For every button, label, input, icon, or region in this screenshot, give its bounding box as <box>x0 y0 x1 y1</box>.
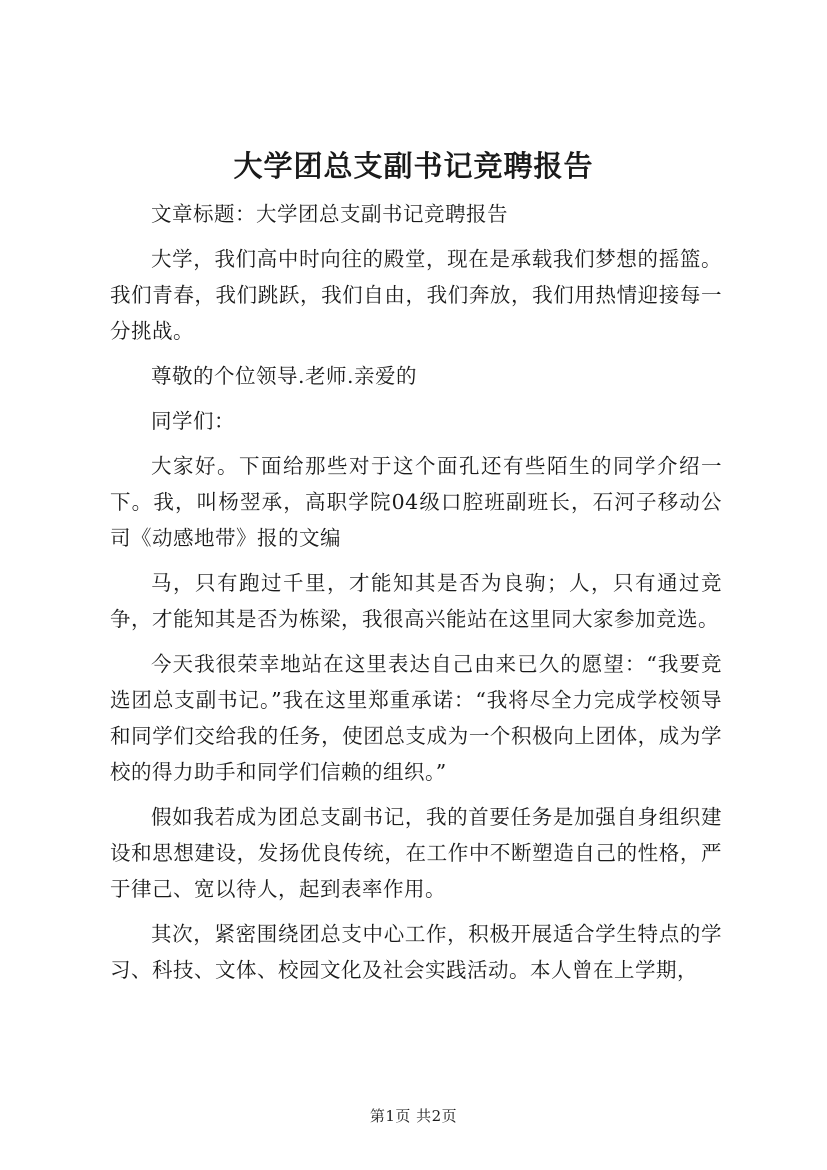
paragraph-salutation-cont: 同学们： <box>151 409 235 433</box>
paragraph-self-intro: 大家好。下面给那些对于这个面孔还有些陌生的同学介绍一下。我，叫杨翌承，高职学院04级口腔班副班长，石河子移动公司《动感地带》报的文编 <box>110 454 722 550</box>
paragraph-intro: 大学，我们高中时向往的殿堂，现在是承载我们梦想的摇篮。我们青春，我们跳跃，我们自由，我们奔放，我们用热情迎接每一分挑战。 <box>110 247 722 343</box>
paragraph-article-title: 文章标题：大学团总支副书记竞聘报告 <box>151 202 508 226</box>
paragraph-first-task: 假如我若成为团总支副书记，我的首要任务是加强自身组织建设和思想建设，发扬优良传统，在工作中不断塑造自己的性格，严于律己、宽以待人，起到表率作用。 <box>110 805 722 901</box>
paragraph-competition: 马，只有跑过千里，才能知其是否为良驹；人，只有通过竞争，才能知其是否为栋梁，我很高兴能站在这里同大家参加竞选。 <box>110 571 722 631</box>
paragraph-second-task: 其次，紧密围绕团总支中心工作，积极开展适合学生特点的学习、科技、文体、校园文化及社会实践活动。本人曾在上学期， <box>110 922 722 982</box>
document-body <box>110 196 722 997</box>
paragraph-salutation: 尊敬的个位领导.老师.亲爱的 <box>151 364 418 388</box>
document-title: 大学团总支副书记竞聘报告 <box>233 149 594 183</box>
paragraph-aspiration: 今天我很荣幸地站在这里表达自己由来已久的愿望：“我要竞选团总支副书记。”我在这里郑重承诺：“我将尽全力完成学校领导和同学们交给我的任务，使团总支成为一个积极向上团体，成为学校的得力助手和同学们信赖的组织。” <box>110 652 722 784</box>
page-number-footer: 第1页 共2页 <box>369 1107 458 1125</box>
